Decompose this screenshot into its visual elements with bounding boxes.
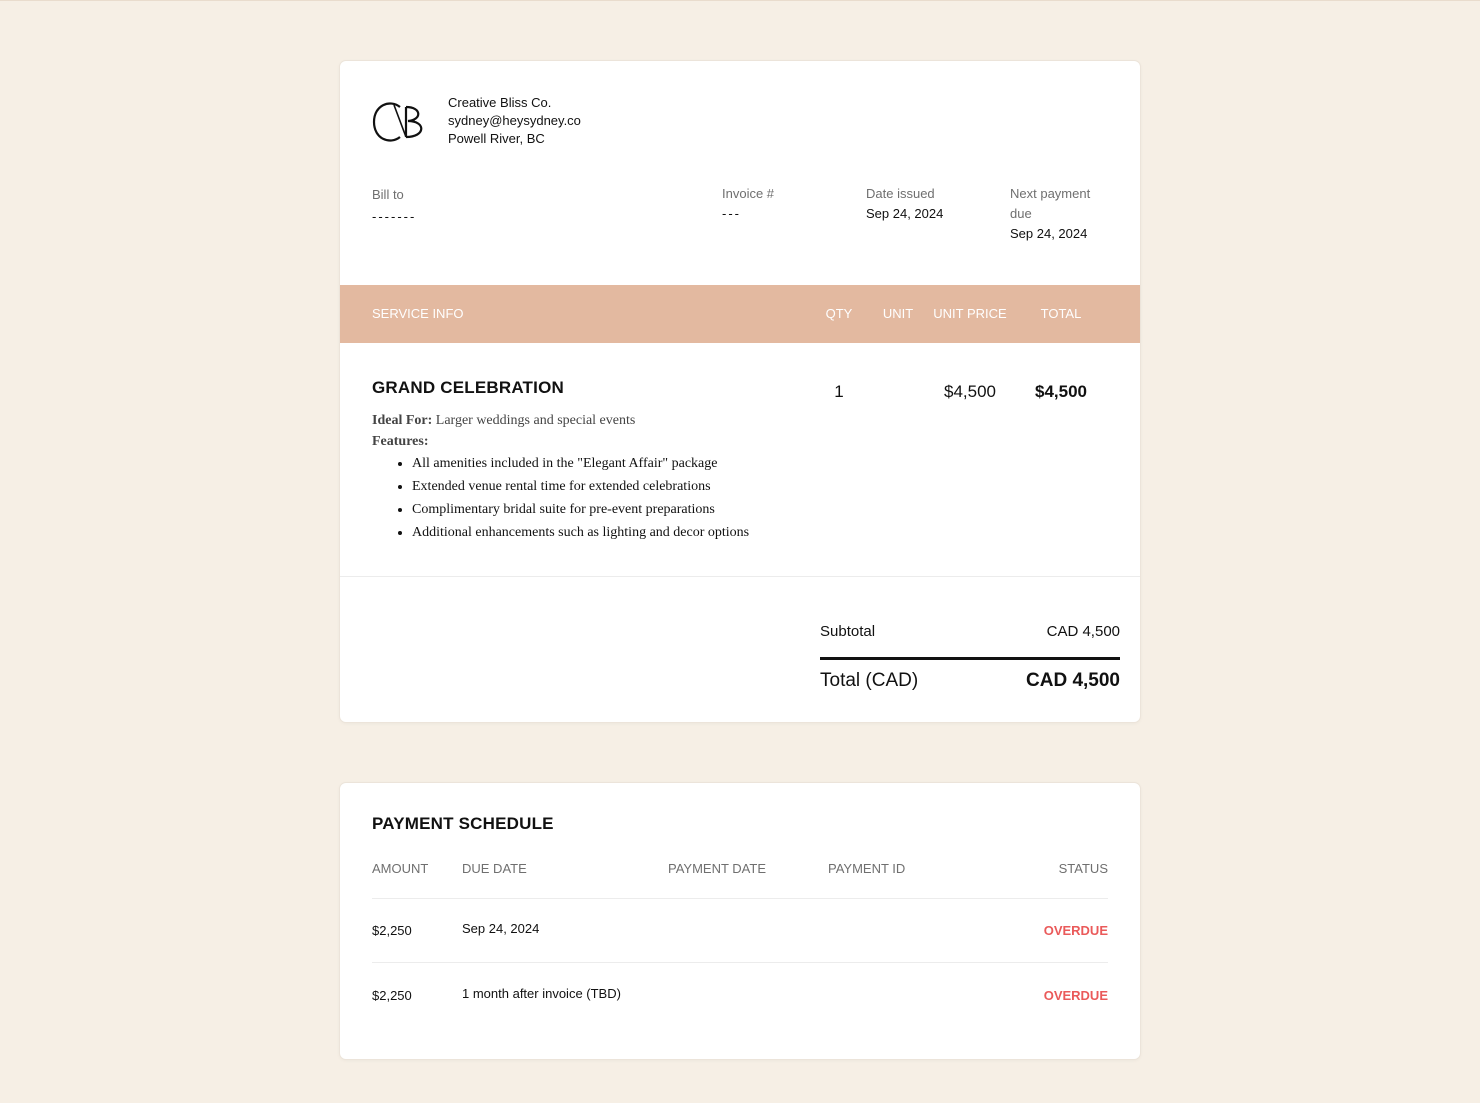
- payment-amount: $2,250: [372, 988, 412, 1003]
- company-logo: [372, 101, 432, 143]
- feature-item: • Additional enhancements such as lighting and decor options: [412, 521, 792, 544]
- top-divider: [0, 0, 1480, 1]
- features-label: Features:: [372, 434, 429, 449]
- service-description: [372, 410, 792, 544]
- total-label: Total (CAD): [820, 670, 919, 691]
- header-status: STATUS: [1058, 861, 1108, 876]
- feature-item: • Complimentary bridal suite for pre-event preparations: [412, 498, 792, 521]
- service-unit-price: $4,500: [944, 382, 996, 401]
- payment-schedule-card: [340, 783, 1140, 1059]
- header-amount: AMOUNT: [372, 861, 429, 876]
- date-issued-label: Date issued: [866, 186, 935, 201]
- company-email: sydney@heysydney.co: [448, 113, 581, 128]
- next-payment-value: Sep 24, 2024: [1010, 226, 1088, 241]
- next-payment-label: Next payment due: [1010, 186, 1091, 221]
- subtotal-value: CAD 4,500: [1046, 623, 1120, 640]
- header-unit-price: UNIT PRICE: [933, 306, 1007, 321]
- status-badge: OVERDUE: [1043, 923, 1108, 938]
- feature-item: • Extended venue rental time for extended celebrations: [412, 475, 792, 498]
- header-qty: QTY: [825, 306, 853, 321]
- invoice-number-label: Invoice #: [722, 186, 775, 201]
- bill-to-label: Bill to: [372, 187, 404, 202]
- payment-due-date: Sep 24, 2024: [462, 921, 540, 936]
- features-heading: [372, 431, 792, 452]
- invoice-card: [340, 61, 1140, 722]
- payment-schedule-header: [372, 860, 1108, 899]
- date-issued-value: Sep 24, 2024: [866, 206, 944, 221]
- service-table-header: [340, 285, 1140, 343]
- invoice-number-value: ---: [722, 206, 741, 221]
- next-payment-due: [1010, 184, 1110, 244]
- total-row: [820, 668, 1120, 694]
- status-badge: OVERDUE: [1043, 988, 1108, 1003]
- features-list: [372, 452, 792, 544]
- header-payment-date: PAYMENT DATE: [668, 861, 766, 876]
- line-item: [340, 343, 1140, 577]
- company-info: [448, 94, 581, 148]
- header-due-date: DUE DATE: [462, 861, 527, 876]
- payment-schedule-title: PAYMENT SCHEDULE: [372, 814, 554, 833]
- ideal-for-value: Larger weddings and special events: [435, 413, 636, 428]
- payment-due-date: 1 month after invoice (TBD): [462, 986, 621, 1001]
- subtotal-row: [820, 621, 1120, 643]
- service-total: $4,500: [1035, 382, 1087, 401]
- header-service-info: SERVICE INFO: [372, 306, 464, 321]
- table-row: [372, 963, 1108, 1027]
- header-payment-id: PAYMENT ID: [828, 861, 906, 876]
- company-name: Creative Bliss Co.: [448, 95, 552, 110]
- table-row: [372, 898, 1108, 963]
- bill-to-value: -------: [372, 209, 417, 224]
- date-issued: [866, 184, 986, 224]
- ideal-for-line: [372, 410, 792, 431]
- service-qty: 1: [834, 382, 844, 401]
- service-name: GRAND CELEBRATION: [372, 378, 564, 397]
- invoice-number: [722, 184, 842, 224]
- ideal-for-label: Ideal For:: [372, 413, 433, 428]
- payment-amount: $2,250: [372, 923, 412, 938]
- company-location: Powell River, BC: [448, 131, 545, 146]
- header-unit: UNIT: [882, 306, 914, 321]
- feature-item: • All amenities included in the "Elegant Affair" package: [412, 452, 792, 475]
- header-total: TOTAL: [1040, 306, 1082, 321]
- bill-to: [372, 185, 416, 227]
- totals-divider: [820, 657, 1120, 660]
- total-value: CAD 4,500: [1026, 670, 1120, 691]
- subtotal-label: Subtotal: [820, 623, 876, 640]
